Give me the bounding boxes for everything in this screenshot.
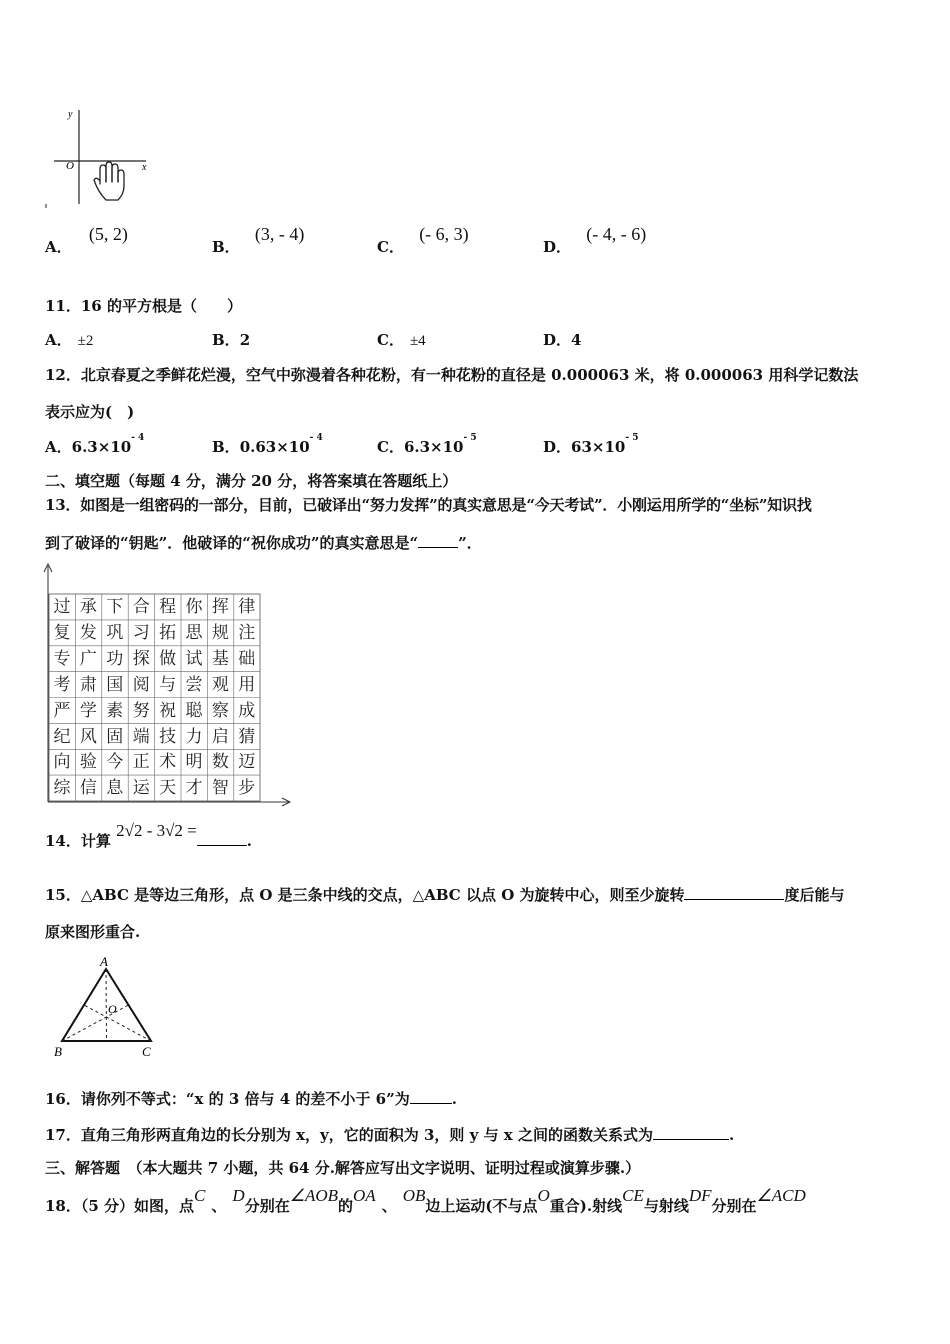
grid-cell: 与 xyxy=(159,674,177,695)
grid-cell: 广 xyxy=(79,648,97,669)
grid-cell: 专 xyxy=(53,648,71,669)
grid-cell: 承 xyxy=(79,597,97,617)
grid-cell: 数 xyxy=(211,752,229,773)
q13-answer-blank[interactable] xyxy=(418,547,458,548)
grid-cell: 程 xyxy=(159,597,177,617)
option-value: (5, 2) xyxy=(88,224,128,244)
q18-math: OB xyxy=(402,1186,426,1205)
option-value: 4 xyxy=(571,331,582,349)
q18-math: O xyxy=(537,1186,550,1205)
q18-text: 分别在 xyxy=(711,1197,757,1215)
q17-text: 17．直角三角形两直角边的长分别为 x，y，它的面积为 3，则 y 与 x 之间的函数关系式为 xyxy=(45,1126,653,1144)
q15-text: 15．△ABC 是等边三角形，点 O 是三条中线的交点，△ABC 以点 O 为旋转中心，则至少旋转 xyxy=(45,886,685,904)
q16-period: . xyxy=(451,1090,457,1108)
grid-cell: 祝 xyxy=(159,700,177,721)
q15-stem-line2: 原来图形重合. xyxy=(45,923,141,941)
grid-cell: 你 xyxy=(185,597,203,617)
q12-stem-line2: 表示应为( ) xyxy=(45,403,135,421)
option-letter: C． xyxy=(377,331,404,349)
option-letter: B． xyxy=(212,238,240,256)
q18-math: ∠AOB xyxy=(289,1186,338,1205)
grid-cell: 过 xyxy=(53,597,71,617)
q11-option-c xyxy=(377,329,426,350)
grid-cell: 用 xyxy=(238,674,256,695)
grid-cell: 聪 xyxy=(185,700,203,721)
y-axis-label: y xyxy=(68,109,73,120)
option-value: 2 xyxy=(239,331,251,349)
grid-cell: 严 xyxy=(53,700,71,721)
q13-stem-line1: 13．如图是一组密码的一部分，目前，已破译出“努力发挥”的真实意思是“今天考试”．小刚运用所学的“坐标”知识找 xyxy=(45,496,812,514)
option-value: (- 6, 3) xyxy=(419,224,469,244)
option-letter: D． xyxy=(543,438,572,456)
q18-math: DF xyxy=(688,1186,712,1205)
q12-option-c xyxy=(377,433,477,457)
grid-cell: 信 xyxy=(79,778,97,799)
q12-stem-line1: 12．北京春夏之季鲜花烂漫，空气中弥漫着各种花粉，有一种花粉的直径是 0.000063 米，将 0.000063 用科学记数法 xyxy=(45,366,859,384)
grid-cell: 尝 xyxy=(185,674,203,695)
grid-cell: 试 xyxy=(185,648,203,669)
grid-cell: 启 xyxy=(211,726,229,747)
grid-cell: 素 xyxy=(106,700,124,721)
grid-cell: 纪 xyxy=(53,726,71,747)
grid-cell: 运 xyxy=(132,778,150,799)
option-letter: D． xyxy=(543,331,572,349)
grid-cell: 猜 xyxy=(238,726,256,747)
q16-stem xyxy=(45,1088,457,1109)
q10-option-b xyxy=(212,224,305,257)
q12-option-b xyxy=(212,433,323,457)
origin-label: O xyxy=(66,160,74,172)
q18-stem xyxy=(45,1186,806,1216)
option-letter: C． xyxy=(377,438,404,456)
grid-cell: 巩 xyxy=(106,622,124,643)
option-letter: C． xyxy=(377,238,404,256)
grid-cell: 习 xyxy=(132,622,150,643)
q15-text-end: 度后能与 xyxy=(784,886,845,904)
q15-answer-blank[interactable] xyxy=(684,899,784,900)
option-letter: D． xyxy=(543,238,572,256)
grid-cell: 力 xyxy=(185,726,203,747)
grid-cell: 才 xyxy=(185,778,203,799)
q17-answer-blank[interactable] xyxy=(653,1139,729,1140)
option-letter: A． xyxy=(45,438,72,456)
grid-cell: 技 xyxy=(159,726,177,747)
grid-cell: 复 xyxy=(53,622,71,643)
grid-cell: 肃 xyxy=(79,674,97,695)
option-base: 63×10 xyxy=(571,438,626,456)
grid-cell: 努 xyxy=(132,700,150,721)
grid-cell: 成 xyxy=(238,700,256,721)
grid-cell: 做 xyxy=(159,648,177,669)
option-base: 6.3×10 xyxy=(403,438,464,456)
x-axis-label: x xyxy=(142,162,147,173)
option-value: (- 4, - 6) xyxy=(586,224,647,244)
q10-option-d xyxy=(543,224,647,257)
q18-text: 边上运动(不与点 xyxy=(425,1197,538,1215)
q14-answer-blank[interactable] xyxy=(197,845,247,846)
grid-cell: 拓 xyxy=(159,622,177,643)
hand-icon xyxy=(94,162,124,200)
grid-cell: 今 xyxy=(106,752,124,773)
q18-text: 的 xyxy=(338,1197,354,1215)
grid-cell: 基 xyxy=(211,648,229,669)
q18-text: 重合).射线 xyxy=(549,1197,623,1215)
q10-option-c xyxy=(377,224,469,257)
q18-math: CE xyxy=(622,1186,644,1205)
q12-option-a xyxy=(45,433,145,457)
option-value: ±2 xyxy=(77,333,94,349)
grid-cell: 察 xyxy=(211,700,229,721)
grid-cell: 思 xyxy=(185,622,203,643)
q11-option-d xyxy=(543,329,581,350)
vertex-b-label: B xyxy=(54,1044,62,1059)
grid-cell: 注 xyxy=(238,622,256,643)
grid-cell: 发 xyxy=(79,622,97,643)
q13-stem-line2 xyxy=(45,532,482,553)
option-letter: A． xyxy=(45,238,72,256)
grid-cell: 风 xyxy=(79,726,97,747)
grid-cell: 探 xyxy=(132,648,150,669)
section-2-heading: 二、填空题（每题 4 分，满分 20 分，将答案填在答题纸上） xyxy=(45,472,458,490)
q14-expression: 2√2 - 3√2 = xyxy=(116,821,197,840)
q15-stem-line1 xyxy=(45,884,845,905)
q18-math: C xyxy=(194,1186,206,1205)
option-exponent: - 4 xyxy=(131,433,145,443)
grid-cell: 术 xyxy=(159,752,177,773)
q17-period: . xyxy=(728,1126,735,1144)
coordinate-graph xyxy=(42,104,154,212)
vertex-a-label: A xyxy=(100,954,108,969)
q11-option-a xyxy=(45,329,93,350)
q18-text: 与射线 xyxy=(643,1197,689,1215)
q18-text: 分别在 xyxy=(244,1197,290,1215)
q18-math: D xyxy=(232,1186,245,1205)
q12-option-d xyxy=(543,433,639,457)
grid-cell: 综 xyxy=(53,778,71,799)
q18-text: 18．（5 分）如图，点 xyxy=(45,1197,195,1215)
grid-cell: 功 xyxy=(106,648,124,669)
option-value: ±4 xyxy=(409,333,426,349)
q13-text-end: ”． xyxy=(458,534,482,552)
q16-answer-blank[interactable] xyxy=(410,1103,452,1104)
option-exponent: - 5 xyxy=(463,433,477,443)
grid-cell: 明 xyxy=(185,752,203,773)
grid-cell: 下 xyxy=(106,597,124,617)
q13-text: 到了破译的“钥匙”．他破译的“祝你成功”的真实意思是“ xyxy=(45,534,419,552)
option-letter: A． xyxy=(45,331,72,349)
center-o-label: O xyxy=(108,1002,117,1016)
grid-cell: 国 xyxy=(106,674,124,695)
q11-option-b xyxy=(212,329,250,350)
grid-cell: 挥 xyxy=(211,597,229,617)
option-exponent: - 5 xyxy=(625,433,639,443)
grid-cell: 阅 xyxy=(132,674,150,695)
q11-stem: 11．16 的平方根是（ ） xyxy=(45,297,242,315)
grid-cell: 规 xyxy=(211,622,229,643)
grid-cell: 息 xyxy=(106,778,124,799)
grid-cell: 步 xyxy=(238,778,256,799)
option-base: 6.3×10 xyxy=(71,438,132,456)
triangle-figure xyxy=(50,953,165,1061)
grid-cell: 验 xyxy=(79,752,97,773)
q18-math: ∠ACD xyxy=(756,1186,806,1205)
grid-cell: 天 xyxy=(159,778,177,799)
grid-cell: 观 xyxy=(211,674,229,695)
grid-cell: 考 xyxy=(53,674,71,695)
option-letter: B． xyxy=(212,438,240,456)
grid-cell: 础 xyxy=(238,648,256,669)
grid-cell: 律 xyxy=(238,597,256,617)
q14-stem xyxy=(45,821,253,851)
q16-text: 16．请你列不等式：“x 的 3 倍与 4 的差不小于 6”为 xyxy=(45,1090,410,1108)
grid-cell: 固 xyxy=(106,726,124,747)
grid-cell: 端 xyxy=(132,726,150,747)
grid-cell: 合 xyxy=(132,597,150,617)
vertex-c-label: C xyxy=(142,1044,151,1059)
option-exponent: - 4 xyxy=(309,433,323,443)
option-base: 0.63×10 xyxy=(239,438,310,456)
q18-math: OA xyxy=(353,1186,376,1205)
q14-period: . xyxy=(246,832,253,850)
q14-text: 14．计算 xyxy=(45,832,111,850)
q18-text: 、 xyxy=(211,1197,227,1215)
grid-cell: 学 xyxy=(79,700,97,721)
grid-cell: 正 xyxy=(132,752,150,773)
section-3-heading: 三、解答题 （本大题共 7 小题，共 64 分.解答应写出文字说明、证明过程或演算步骤.） xyxy=(45,1159,641,1177)
q17-stem xyxy=(45,1124,734,1145)
option-value: (3, - 4) xyxy=(254,224,305,244)
option-letter: B． xyxy=(212,331,240,349)
grid-cell: 智 xyxy=(211,778,229,799)
grid-cell: 向 xyxy=(53,752,71,773)
grid-cell: 迈 xyxy=(238,752,256,773)
q18-text: 、 xyxy=(381,1197,397,1215)
q10-option-a xyxy=(45,224,128,257)
